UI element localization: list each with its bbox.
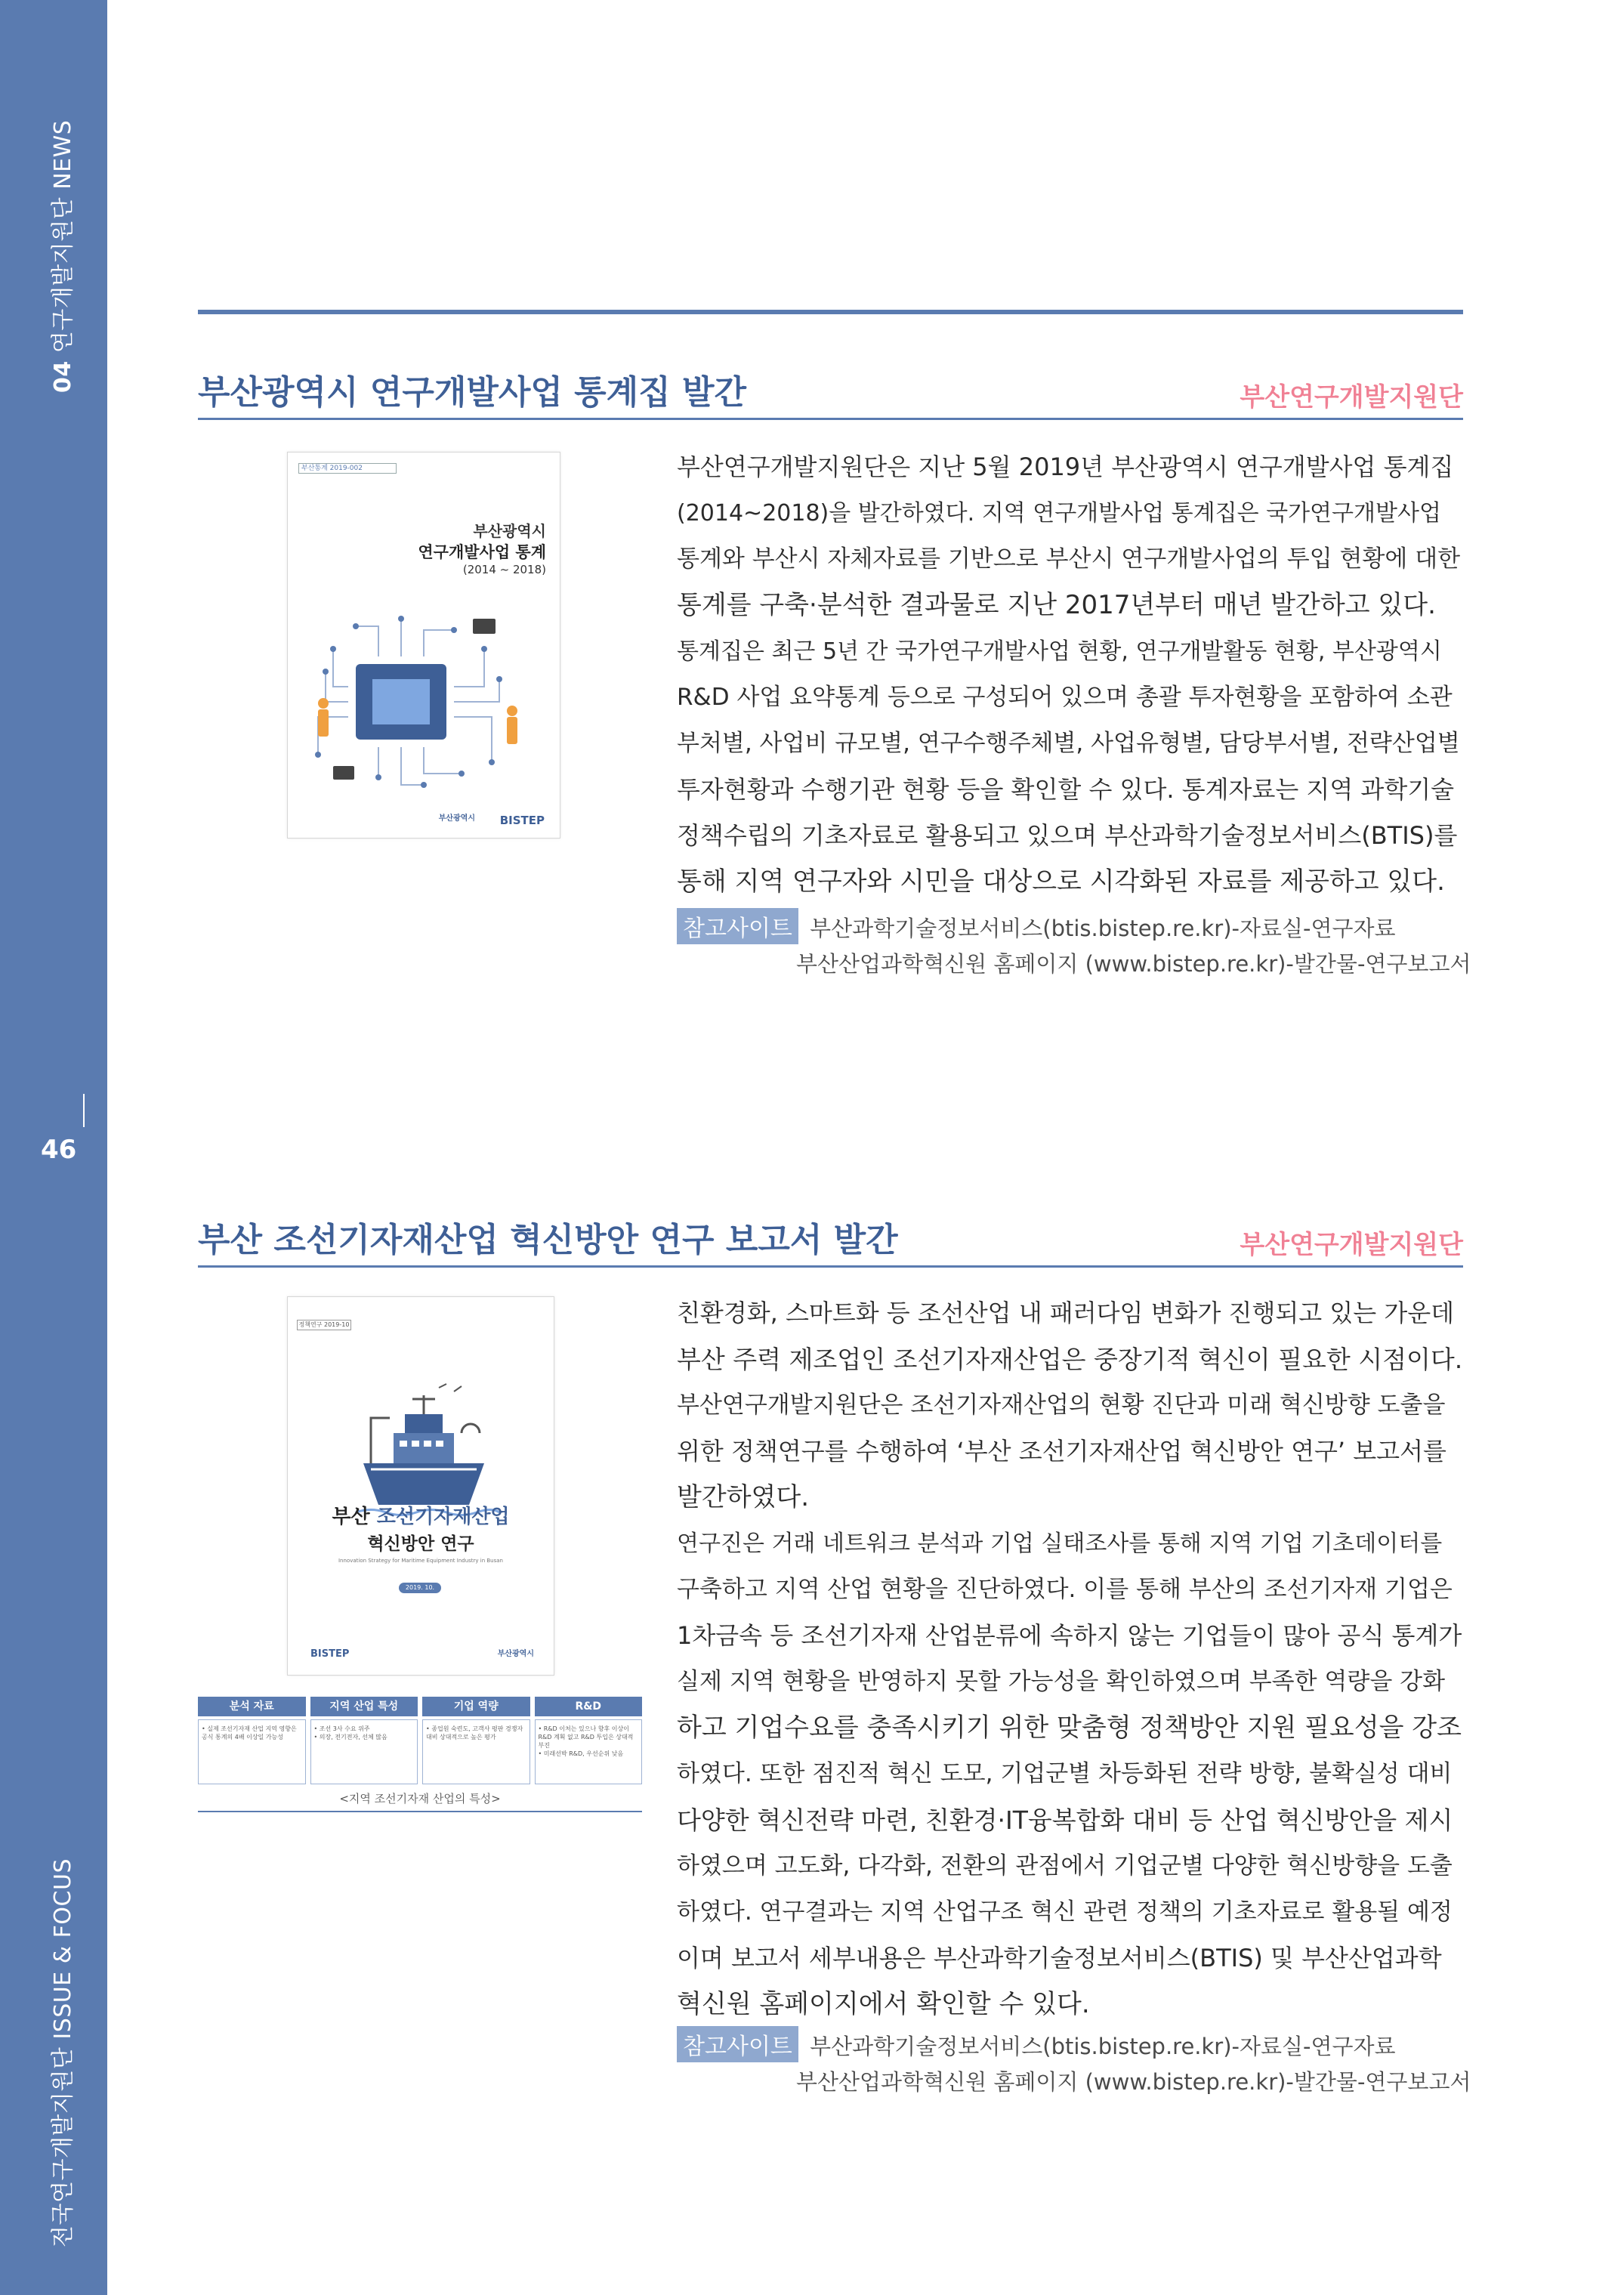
article-2-body [677, 1290, 1463, 2028]
body-line: 친환경화, 스마트화 등 조선산업 내 패러다임 변화가 진행되고 있는 가운데 [677, 1299, 1455, 1327]
body-line: 정책수립의 기초자료로 활용되고 있으며 부산과학기술정보서비스(BTIS)를 [677, 821, 1458, 850]
circuit-illustration [303, 604, 546, 800]
feature-cell: • 조선 3사 수요 위주 • 의장, 전기전자, 선체 많음 [310, 1719, 418, 1784]
body-line: 1차금속 등 조선기자재 산업분류에 속하지 않는 기업들이 많아 공식 통계가 [677, 1621, 1462, 1650]
section-title: 연구개발지원단 NEWS [50, 119, 76, 354]
cover-title-line2: 혁신방안 연구 [367, 1534, 474, 1554]
body-line: 통해 지역 연구자와 시민을 대상으로 시각화된 자료를 제공하고 있다. [677, 866, 1445, 897]
reference-link-2[interactable]: 부산산업과학혁신원 홈페이지 (www.bistep.re.kr)-발간물-연구보고서 [796, 2069, 1471, 2095]
feature-caption: <지역 조선기자재 산업의 특성> [339, 1792, 501, 1805]
body-line: 발간하였다. [677, 1482, 810, 1512]
cover-logo-bistep: BISTEP [310, 1648, 350, 1660]
body-line: 하고 기업수요를 충족시키기 위한 맞춤형 정책방안 지원 필요성을 강조 [677, 1713, 1462, 1743]
article-1-reference [677, 908, 1396, 944]
article-1-body [677, 444, 1463, 905]
cover-period: (2014 ~ 2018) [462, 563, 546, 576]
feature-cell: • 종업원 숙련도, 고객사 평판 경쟁자 대비 상대적으로 높은 평가 [422, 1719, 530, 1784]
reference-link-2[interactable]: 부산산업과학혁신원 홈페이지 (www.bistep.re.kr)-발간물-연구보고서 [796, 951, 1471, 977]
feature-rule [198, 1811, 642, 1812]
body-line: 부처별, 사업비 규모별, 연구수행주체별, 사업유형별, 담당부서별, 전략산업별 [677, 730, 1460, 757]
body-line: 실제 지역 현황을 반영하지 못할 가능성을 확인하였으며 부족한 역량을 강화 [677, 1668, 1446, 1695]
body-line: 이며 보고서 세부내용은 부산과학기술정보서비스(BTIS) 및 부산산업과학 [677, 1944, 1442, 1972]
article-1-header [198, 373, 1463, 420]
body-line: 통계집은 최근 5년 간 국가연구개발사업 현황, 연구개발활동 현황, 부산광역시 [677, 638, 1442, 665]
body-line: 하였다. 연구결과는 지역 산업구조 혁신 관련 정책의 기초자료로 활용될 예정 [677, 1898, 1453, 1926]
page-divider [83, 1094, 85, 1127]
reference-tag: 참고사이트 [677, 908, 798, 944]
article-2-org: 부산연구개발지원단 [1240, 1230, 1463, 1260]
section-label [44, 120, 77, 393]
cover-title-line1: 부산광역시 [473, 522, 546, 540]
feature-head: R&D [535, 1697, 643, 1716]
body-line: 투자현황과 수행기관 현황 등을 확인할 수 있다. 통계자료는 지역 과학기술 [677, 775, 1455, 804]
article-1-cover-image [287, 452, 560, 839]
body-line: (2014~2018)을 발간하였다. 지역 연구개발사업 통계집은 국가연구개발사업 [677, 500, 1441, 527]
industry-features-figure [198, 1697, 642, 1812]
body-line: 연구진은 거래 네트워크 분석과 기업 실태조사를 통해 지역 기업 기초데이터를 [677, 1531, 1443, 1557]
cover-title-highlight: 조선기자재산업 [376, 1506, 510, 1528]
article-1-title: 부산광역시 연구개발사업 통계집 발간 [198, 373, 747, 412]
body-line: 하였으며 고도화, 다각화, 전환의 관점에서 기업군별 다양한 혁신방향을 도출 [677, 1852, 1453, 1880]
cover-subtitle: Innovation Strategy for Maritime Equipment Industry in Busan [338, 1558, 503, 1564]
article-2-header [198, 1221, 1463, 1268]
body-line: R&D 사업 요약통계 등으로 구성되어 있으며 총괄 투자현황을 포함하여 소관 [677, 684, 1453, 711]
feature-cell: • R&D 이처는 있으나 향후 이상이 R&D 계획 없고 R&D 투입은 상대적 부진 • 미래선박 R&D, 우선순위 낮음 [535, 1719, 643, 1784]
body-line: 통계를 구축·분석한 결과물로 지난 2017년부터 매년 발간하고 있다. [677, 590, 1436, 620]
cover-title-plain: 부산 [332, 1506, 370, 1528]
cover-logo-busan: 부산광역시 [438, 814, 475, 823]
feature-head: 분석 자료 [198, 1697, 306, 1716]
body-line: 위한 정책연구를 수행하여 ‘부산 조선기자재산업 혁신방안 연구’ 보고서를 [677, 1437, 1446, 1466]
page-number: 46 [41, 1135, 77, 1165]
article-2-cover-image [287, 1296, 554, 1676]
top-rule [198, 310, 1463, 314]
article-1-org: 부산연구개발지원단 [1240, 382, 1463, 412]
body-line: 혁신원 홈페이지에서 확인할 수 있다. [677, 1989, 1090, 2019]
body-line: 하였다. 또한 점진적 혁신 도모, 기업군별 차등화된 전략 방향, 불확실성 대비 [677, 1760, 1453, 1787]
reference-link-1[interactable]: 부산과학기술정보서비스(btis.bistep.re.kr)-자료실-연구자료 [810, 2034, 1396, 2059]
reference-tag: 참고사이트 [677, 2026, 798, 2062]
cover-badge: 부산통계 2019-002 [298, 463, 397, 474]
reference-link-1[interactable]: 부산과학기술정보서비스(btis.bistep.re.kr)-자료실-연구자료 [810, 916, 1396, 941]
publication-label: 전국연구개발지원단 ISSUE & FOCUS [50, 1858, 76, 2247]
article-2-title: 부산 조선기자재산업 혁신방안 연구 보고서 발간 [198, 1221, 898, 1259]
body-line: 구축하고 지역 산업 현황을 진단하였다. 이를 통해 부산의 조선기자재 기업은 [677, 1576, 1453, 1603]
article-2-reference [677, 2026, 1396, 2062]
feature-cell: • 실제 조선기자재 산업 지역 영향은 공식 통계의 4배 이상일 가능성 [198, 1719, 306, 1784]
sidebar [0, 0, 107, 2295]
cover-title-line1 [288, 1501, 554, 1529]
body-line: 부산 주력 제조업인 조선기자재산업은 중장기적 혁신이 필요한 시점이다. [677, 1345, 1463, 1374]
body-line: 다양한 혁신전략 마련, 친환경·IT융복합화 대비 등 산업 혁신방안을 제시 [677, 1805, 1453, 1835]
cover-badge: 정책연구 2019-10 [297, 1320, 351, 1330]
body-line: 통계와 부산시 자체자료를 기반으로 부산시 연구개발사업의 투입 현황에 대한 [677, 545, 1461, 573]
body-line: 부산연구개발지원단은 조선기자재산업의 현황 진단과 미래 혁신방향 도출을 [677, 1392, 1446, 1419]
feature-head: 지역 산업 특성 [310, 1697, 418, 1716]
body-line: 부산연구개발지원단은 지난 5월 2019년 부산광역시 연구개발사업 통계집 [677, 453, 1454, 481]
cover-logo-bistep: BISTEP [499, 814, 545, 827]
cover-date: 2019. 10. [399, 1583, 441, 1593]
feature-head: 기업 역량 [422, 1697, 530, 1716]
section-number: 04 [50, 360, 76, 393]
cover-title-line2: 연구개발사업 통계 [418, 543, 546, 561]
cover-logo-busan: 부산광역시 [497, 1650, 534, 1658]
